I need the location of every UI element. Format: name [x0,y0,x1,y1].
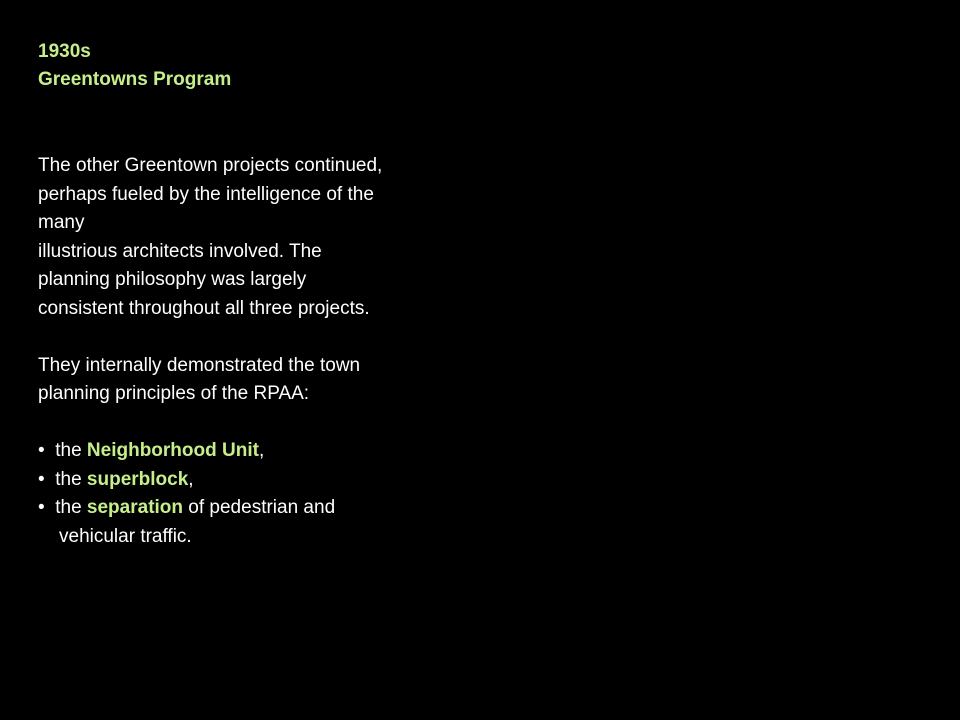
slide-header [38,38,231,94]
bullet-prefix: the [55,468,82,490]
paragraph-1 [38,152,483,323]
bullet-suffix: of pedestrian and [188,497,336,518]
bullet-item [38,494,483,523]
spacer [38,409,483,438]
paragraph-line: consistent throughout all three projects. [38,297,370,319]
spacer [38,323,483,352]
paragraph-line: perhaps fueled by the intelligence of the [38,183,374,205]
paragraph-line: many [38,212,85,233]
bullet-highlight: superblock [86,468,189,490]
slide-body [38,152,483,551]
paragraph-line: They internally demonstrated the town [38,354,361,376]
bullet-list [38,437,483,551]
bullet-suffix: , [258,440,265,461]
program-title: Greentowns Program [38,69,232,90]
paragraph-line: planning principles of the RPAA: [38,383,310,404]
bullet-continuation: vehicular traffic. [59,525,192,547]
paragraph-2 [38,352,483,409]
paragraph-line: illustrious architects involved. The [38,240,322,262]
bullet-marker: • [38,468,45,490]
paragraph-line: planning philosophy was largely [38,269,307,290]
bullet-prefix: the [55,497,82,518]
bullet-item [38,466,483,495]
bullet-marker: • [38,497,45,518]
bullet-highlight: Neighborhood Unit [86,440,259,461]
bullet-marker: • [38,440,45,461]
bullet-suffix: , [188,468,194,490]
bullet-item [38,437,483,466]
bullet-prefix: the [55,440,82,461]
bullet-highlight: separation [86,497,184,518]
paragraph-line: The other Greentown projects continued, [38,155,383,176]
decade-label: 1930s [38,41,91,62]
